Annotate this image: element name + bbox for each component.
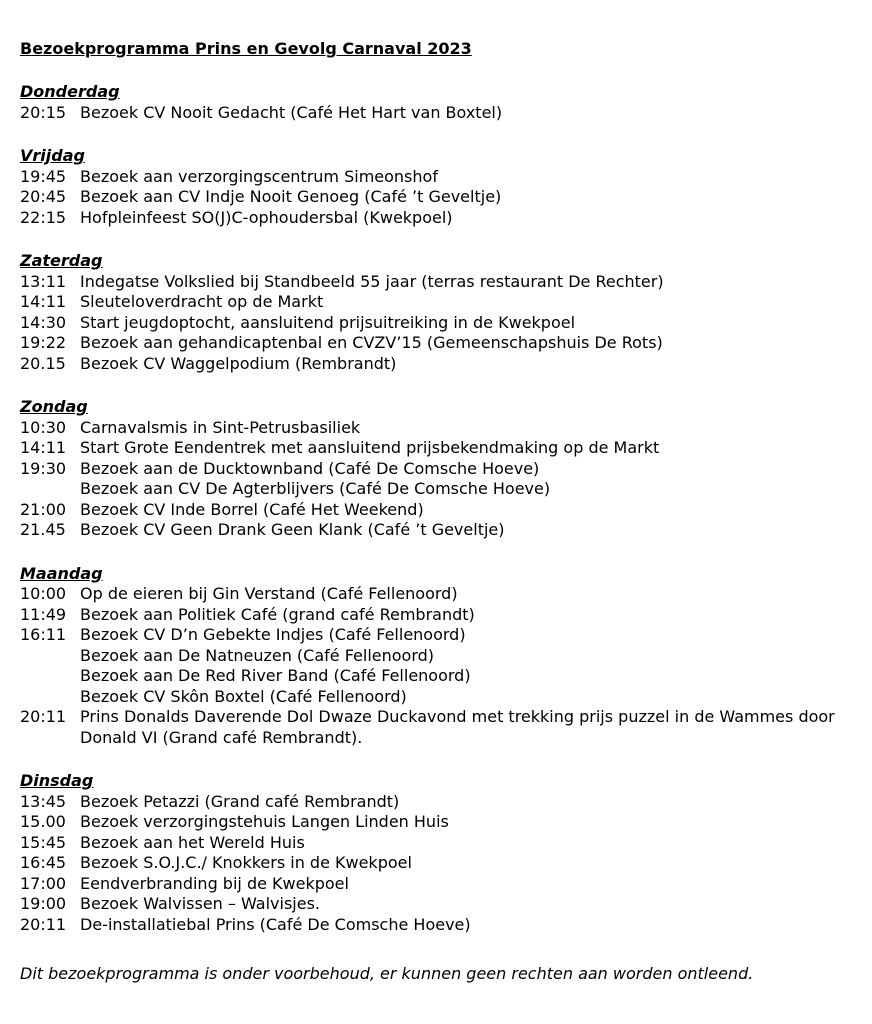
day-section-maandag (20, 564, 860, 749)
schedule-entry (20, 500, 860, 521)
schedule-entry (20, 167, 860, 188)
document-page (20, 39, 860, 958)
schedule-entry (20, 874, 860, 895)
entry-time: 19:00 (20, 894, 67, 913)
entry-time: 15:45 (20, 832, 67, 852)
schedule-entry (20, 915, 860, 936)
schedule-entry (20, 666, 860, 687)
schedule-entry (20, 687, 860, 708)
day-section-vrijdag (20, 146, 860, 228)
day-section-zaterdag (20, 251, 860, 374)
entry-description: Carnavalsmis in Sint-Petrusbasiliek (80, 417, 361, 437)
entry-time: 14:11 (20, 438, 67, 457)
entry-description: Bezoek Walvissen – Walvisjes. (80, 894, 320, 913)
entry-description: Sleuteloverdracht op de Markt (80, 292, 324, 311)
entry-description: Start Grote Eendentrek met aansluitend prijsbekendmaking op de Markt (80, 438, 660, 457)
entry-description: De-installatiebal Prins (Café De Comsche Hoeve) (80, 914, 471, 934)
schedule-entry (20, 584, 860, 605)
day-heading: Donderdag (20, 82, 120, 101)
day-heading: Dinsdag (20, 771, 94, 790)
entry-time: 16:11 (20, 625, 67, 644)
entry-description: Bezoek aan verzorgingscentrum Simeonshof (80, 166, 438, 186)
entry-time: 22:15 (20, 207, 67, 227)
day-section-zondag (20, 397, 860, 541)
schedule-entry (20, 605, 860, 626)
schedule-entry (20, 459, 860, 480)
entry-description: Bezoek aan De Natneuzen (Café Fellenoord) (80, 645, 435, 665)
entry-time: 21.45 (20, 520, 66, 539)
day-heading: Maandag (20, 563, 103, 583)
schedule-entry (20, 792, 860, 813)
schedule-entry (20, 354, 860, 375)
schedule-entry (20, 333, 860, 354)
entry-description: Hofpleinfeest SO(J)C-ophoudersbal (Kwekpoel) (80, 207, 453, 227)
entry-time: 13:45 (20, 791, 67, 811)
entry-time: 19:30 (20, 458, 67, 478)
schedule-entry (20, 833, 860, 854)
schedule-entry (20, 894, 860, 915)
entry-description: Bezoek verzorgingstehuis Langen Linden Huis (80, 812, 449, 831)
entry-description: Bezoek Petazzi (Grand café Rembrandt) (80, 791, 400, 811)
entry-description: Bezoek aan Politiek Café (grand café Rembrandt) (80, 604, 475, 624)
schedule-entry (20, 187, 860, 208)
entry-time: 15.00 (20, 812, 66, 831)
schedule-entry (20, 208, 860, 229)
schedule-entry (20, 103, 860, 124)
entry-time: 20:11 (20, 707, 67, 726)
entry-time: 13:11 (20, 271, 67, 291)
entry-description: Bezoek aan gehandicaptenbal en CVZV’15 (Gemeenschapshuis De Rots) (80, 333, 663, 352)
entry-time: 19:22 (20, 333, 67, 352)
entry-time: 21:00 (20, 499, 67, 519)
entry-time (20, 479, 80, 500)
entry-time: 10:00 (20, 584, 67, 603)
entry-description: Bezoek aan De Red River Band (Café Fellenoord) (80, 666, 471, 685)
page-title: Bezoekprogramma Prins en Gevolg Carnaval 2023 (20, 39, 472, 58)
entry-time: 19:45 (20, 166, 67, 186)
schedule (20, 82, 860, 935)
disclaimer: Dit bezoekprogramma is onder voorbehoud, er kunnen geen rechten aan worden ontleend. (20, 964, 754, 983)
entry-description: Eendverbranding bij de Kwekpoel (80, 873, 349, 893)
entry-description: Bezoek CV D’n Gebekte Indjes (Café Fellenoord) (80, 625, 466, 644)
entry-description: Bezoek CV Geen Drank Geen Klank (Café ’t Geveltje) (80, 520, 505, 539)
schedule-entry (20, 418, 860, 439)
day-section-dinsdag (20, 771, 860, 935)
entry-description: Bezoek aan CV Indje Nooit Genoeg (Café ’t Geveltje) (80, 187, 502, 206)
entry-description: Bezoek CV Inde Borrel (Café Het Weekend) (80, 499, 424, 519)
schedule-entry (20, 479, 860, 500)
day-heading: Zaterdag (20, 251, 103, 270)
day-section-donderdag (20, 82, 860, 123)
schedule-entry (20, 292, 860, 313)
entry-description: Bezoek aan CV De Agterblijvers (Café De Comsche Hoeve) (80, 479, 551, 498)
entry-description: Bezoek CV Skôn Boxtel (Café Fellenoord) (80, 686, 407, 706)
schedule-entry (20, 625, 860, 646)
entry-time (20, 666, 80, 687)
day-heading: Vrijdag (20, 146, 85, 165)
schedule-entry (20, 707, 860, 748)
entry-time: 10:30 (20, 417, 67, 437)
entry-time: 20:11 (20, 914, 67, 934)
entry-description: Start jeugdoptocht, aansluitend prijsuitreiking in de Kwekpoel (80, 312, 576, 332)
schedule-entry (20, 853, 860, 874)
entry-time: 20:45 (20, 187, 67, 206)
entry-description: Indegatse Volkslied bij Standbeeld 55 jaar (terras restaurant De Rechter) (80, 271, 664, 291)
entry-description: Op de eieren bij Gin Verstand (Café Fellenoord) (80, 584, 458, 603)
schedule-entry (20, 272, 860, 293)
entry-time: 16:45 (20, 853, 67, 872)
schedule-entry (20, 520, 860, 541)
schedule-entry (20, 812, 860, 833)
entry-time: 11:49 (20, 604, 67, 624)
entry-description: Bezoek aan het Wereld Huis (80, 832, 305, 852)
entry-time (20, 687, 80, 708)
entry-description: Bezoek aan de Ducktownband (Café De Comsche Hoeve) (80, 458, 540, 478)
entry-time: 14:11 (20, 292, 67, 311)
entry-description: Bezoek S.O.J.C./ Knokkers in de Kwekpoel (80, 853, 412, 872)
entry-time: 20:15 (20, 102, 67, 122)
entry-time: 17:00 (20, 873, 67, 893)
schedule-entry (20, 438, 860, 459)
entry-description: Prins Donalds Daverende Dol Dwaze Duckavond met trekking prijs puzzel in de Wammes door Donald VI (Grand café Rembrandt). (80, 707, 835, 747)
entry-time: 20.15 (20, 353, 66, 373)
schedule-entry (20, 646, 860, 667)
schedule-entry (20, 313, 860, 334)
entry-description: Bezoek CV Nooit Gedacht (Café Het Hart van Boxtel) (80, 102, 503, 122)
day-heading: Zondag (20, 397, 88, 416)
entry-time (20, 646, 80, 667)
entry-time: 14:30 (20, 312, 67, 332)
entry-description: Bezoek CV Waggelpodium (Rembrandt) (80, 353, 397, 373)
